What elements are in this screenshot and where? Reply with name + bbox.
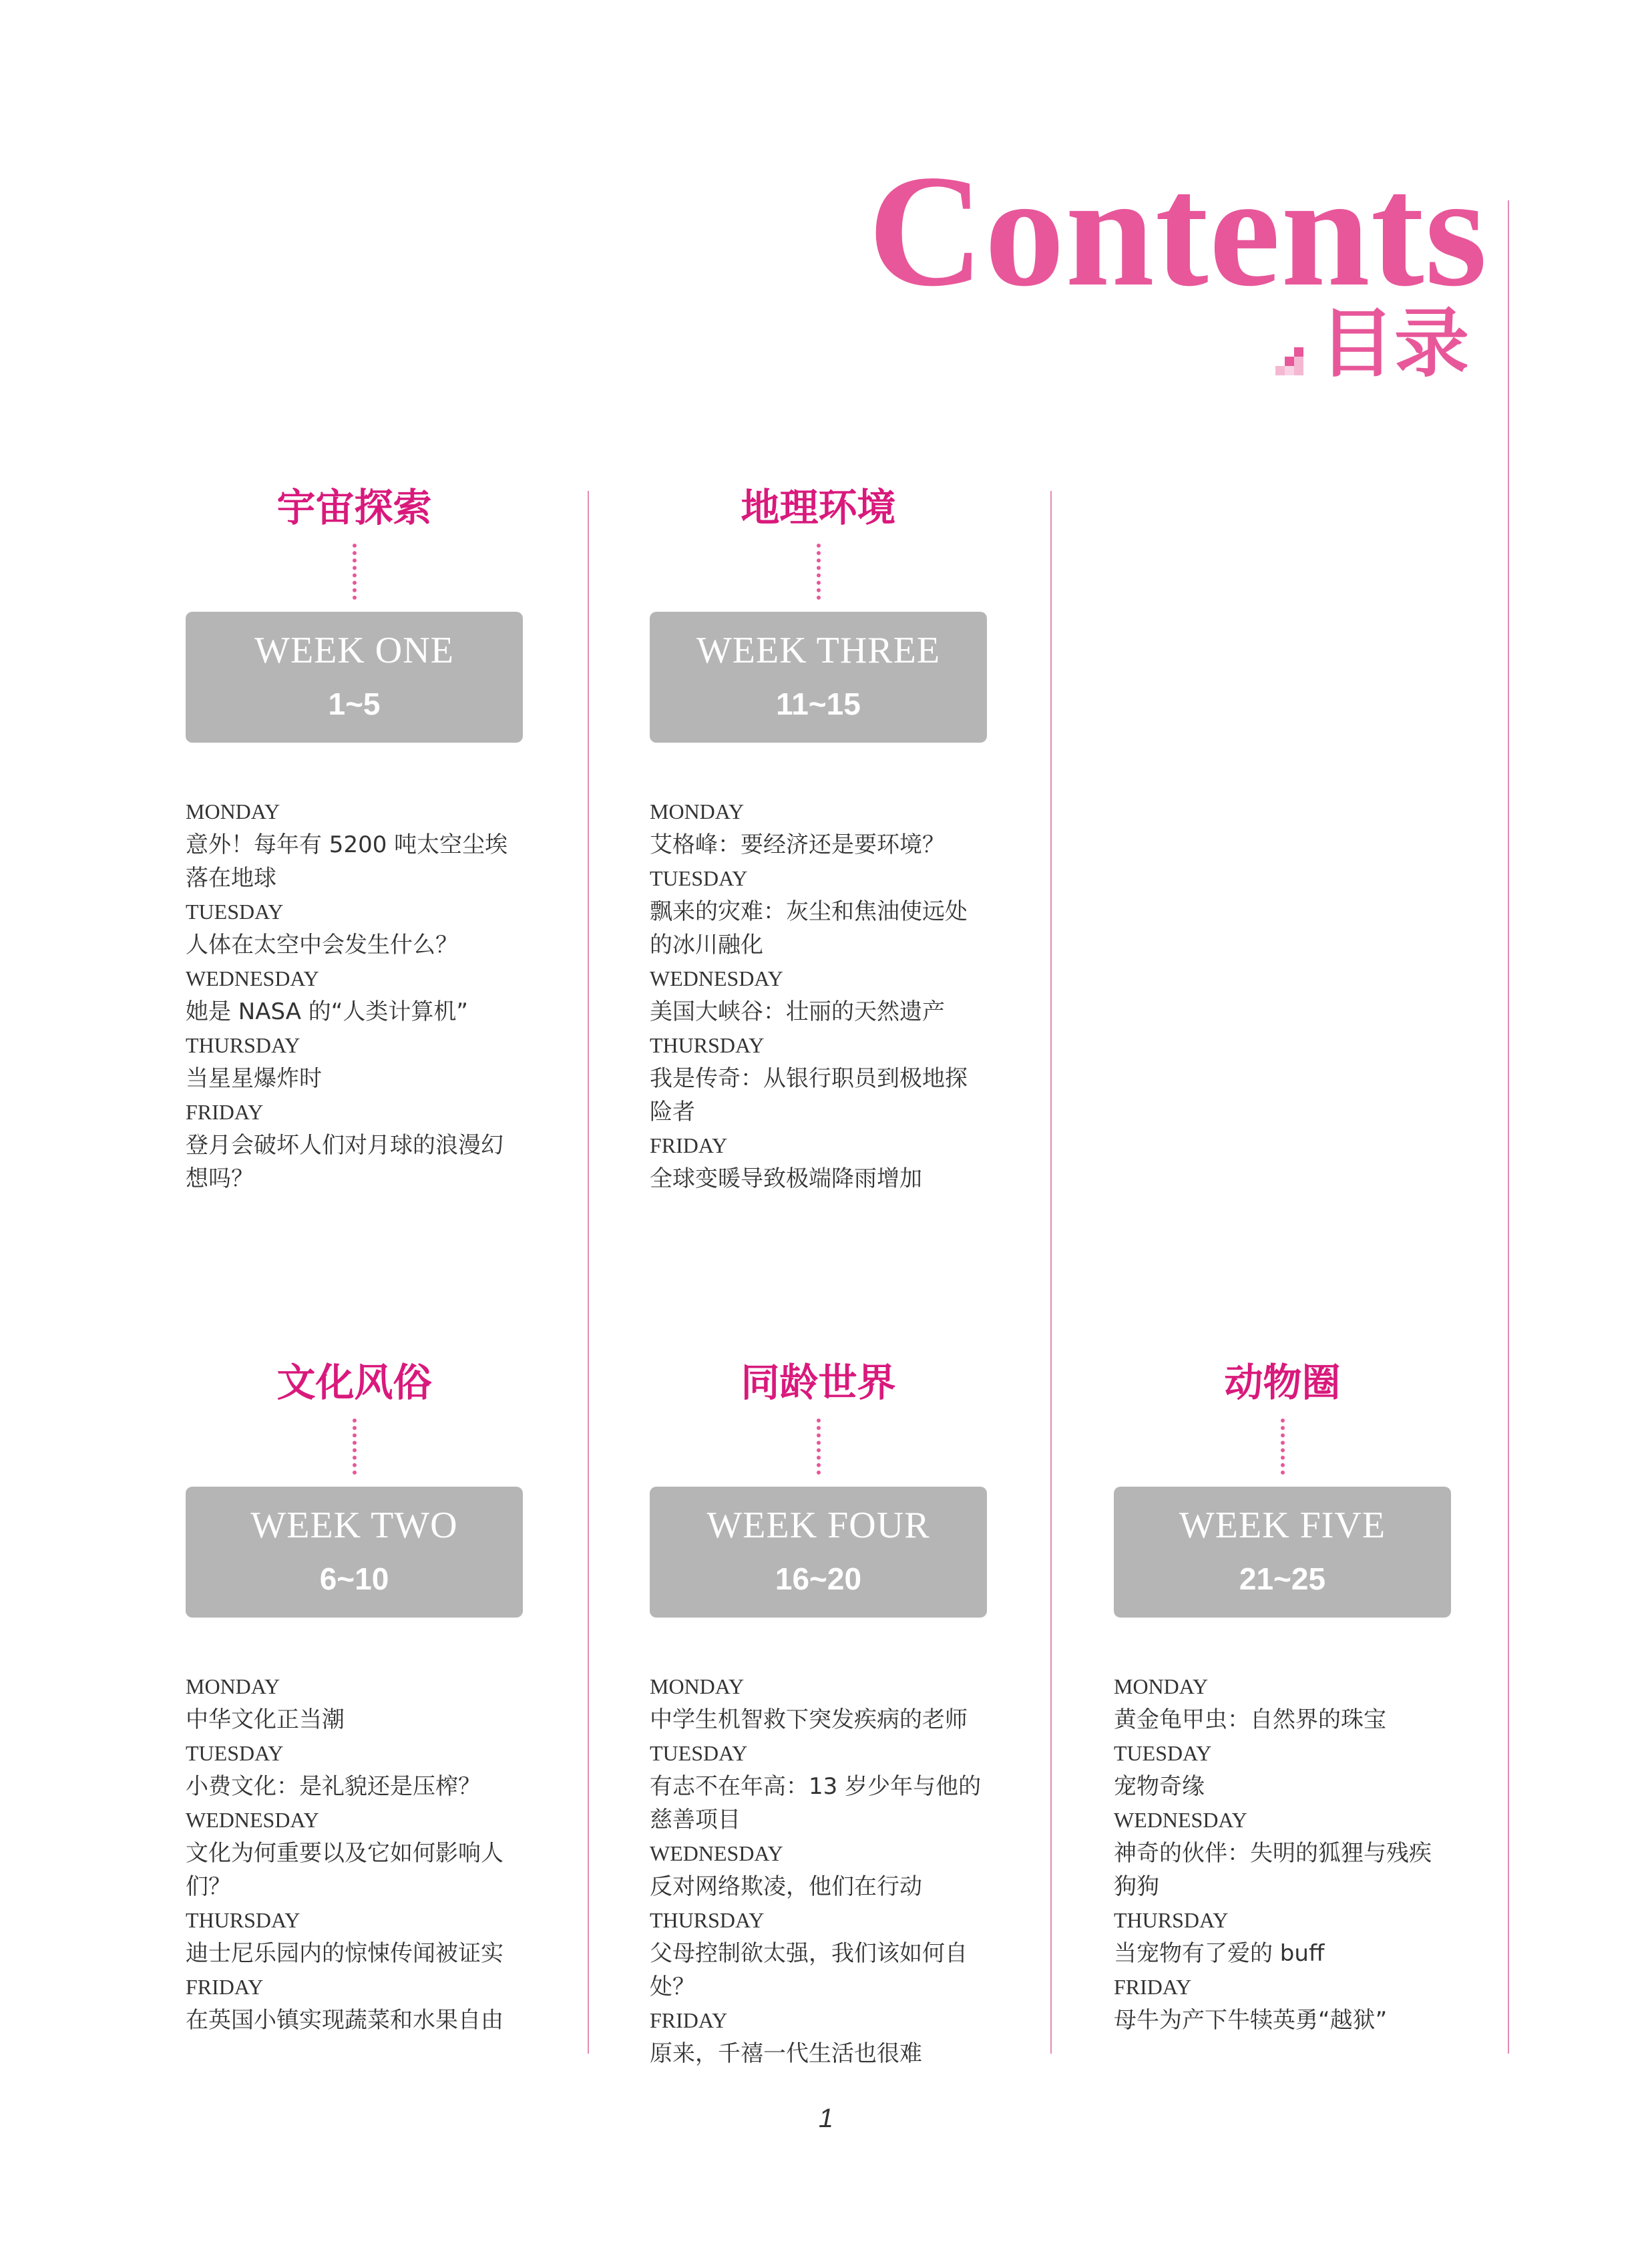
entry-title[interactable]: 全球变暖导致极端降雨增加 bbox=[650, 1165, 922, 1192]
week-badge bbox=[650, 1487, 987, 1618]
entry-title[interactable]: 迪士尼乐园内的惊悚传闻被证实 bbox=[186, 1940, 503, 1967]
week-label: WEEK FOUR bbox=[706, 1505, 930, 1546]
day-label: TUESDAY bbox=[650, 1741, 748, 1765]
day-label: MONDAY bbox=[650, 1674, 745, 1698]
week-label: WEEK ONE bbox=[254, 630, 454, 671]
entry-title[interactable]: 母牛为产下牛犊英勇“越狱” bbox=[1114, 2007, 1388, 2034]
day-label: MONDAY bbox=[186, 799, 280, 823]
dotted-connector bbox=[817, 544, 821, 600]
day-label: WEDNESDAY bbox=[186, 966, 319, 990]
right-margin-rule bbox=[1508, 200, 1509, 2054]
week-badge bbox=[650, 612, 987, 743]
week-badge bbox=[186, 1487, 523, 1618]
entry-list bbox=[186, 795, 523, 1195]
page-number: 1 bbox=[818, 2104, 834, 2133]
page-range: 1~5 bbox=[328, 687, 381, 721]
column-divider-2 bbox=[1050, 491, 1052, 2054]
dotted-connector bbox=[817, 1419, 821, 1475]
entry-title[interactable]: 小费文化：是礼貌还是压榨？ bbox=[186, 1773, 481, 1800]
page-range: 6~10 bbox=[319, 1561, 389, 1596]
week-five-section bbox=[1114, 1356, 1451, 2037]
dotted-connector bbox=[353, 1419, 357, 1475]
entry-title[interactable]: 文化为何重要以及它如何影响人们？ bbox=[186, 1840, 503, 1900]
page-range: 21~25 bbox=[1239, 1561, 1326, 1596]
day-label: WEDNESDAY bbox=[650, 966, 783, 990]
day-label: TUESDAY bbox=[186, 900, 284, 924]
entry-title[interactable]: 登月会破坏人们对月球的浪漫幻想吗？ bbox=[186, 1132, 503, 1192]
entry-title[interactable]: 当星星爆炸时 bbox=[186, 1065, 322, 1092]
entry-title[interactable]: 宠物奇缘 bbox=[1114, 1773, 1205, 1800]
week-badge bbox=[1114, 1487, 1451, 1618]
entry-title[interactable]: 黄金龟甲虫：自然界的珠宝 bbox=[1114, 1706, 1386, 1733]
entry-title[interactable]: 艾格峰：要经济还是要环境？ bbox=[650, 831, 945, 858]
entry-title[interactable]: 中华文化正当潮 bbox=[186, 1706, 345, 1733]
day-label: MONDAY bbox=[186, 1674, 280, 1698]
day-label: TUESDAY bbox=[1114, 1741, 1212, 1765]
day-label: THURSDAY bbox=[1114, 1908, 1229, 1932]
entry-title[interactable]: 当宠物有了爱的 buff bbox=[1114, 1940, 1325, 1967]
contents-title: Contents bbox=[868, 142, 1488, 319]
day-label: FRIDAY bbox=[186, 1975, 264, 1999]
day-label: THURSDAY bbox=[650, 1908, 765, 1932]
day-label: THURSDAY bbox=[186, 1033, 300, 1057]
page-range: 16~20 bbox=[775, 1561, 862, 1596]
page-range: 11~15 bbox=[776, 687, 861, 721]
entry-title[interactable]: 她是 NASA 的“人类计算机” bbox=[186, 998, 469, 1025]
entry-title[interactable]: 中学生机智救下突发疾病的老师 bbox=[650, 1706, 968, 1733]
column-divider-1 bbox=[588, 491, 589, 2054]
entry-title[interactable]: 反对网络欺凌，他们在行动 bbox=[650, 1873, 922, 1900]
category-title: 文化风俗 bbox=[276, 1360, 432, 1405]
week-three-section bbox=[650, 481, 987, 1195]
week-badge bbox=[186, 612, 523, 743]
day-label: FRIDAY bbox=[1114, 1975, 1192, 1999]
day-label: TUESDAY bbox=[186, 1741, 284, 1765]
day-label: THURSDAY bbox=[650, 1033, 765, 1057]
week-four-section bbox=[650, 1356, 987, 2070]
day-label: MONDAY bbox=[650, 799, 745, 823]
entry-title[interactable]: 美国大峡谷：壮丽的天然遗产 bbox=[650, 998, 945, 1025]
entry-title[interactable]: 有志不在年高：13 岁少年与他的慈善项目 bbox=[650, 1773, 982, 1833]
entry-list bbox=[186, 1670, 523, 2037]
dotted-connector bbox=[353, 544, 357, 600]
entry-title[interactable]: 神奇的伙伴：失明的狐狸与残疾狗狗 bbox=[1114, 1840, 1432, 1900]
category-title: 宇宙探索 bbox=[276, 485, 432, 530]
entry-list bbox=[650, 1670, 987, 2070]
day-label: FRIDAY bbox=[186, 1100, 264, 1124]
week-label: WEEK THREE bbox=[696, 630, 941, 671]
day-label: WEDNESDAY bbox=[1114, 1808, 1247, 1832]
category-title: 同龄世界 bbox=[741, 1360, 896, 1405]
day-label: WEDNESDAY bbox=[186, 1808, 319, 1832]
day-label: WEDNESDAY bbox=[650, 1841, 783, 1865]
week-two-section bbox=[186, 1356, 523, 2037]
week-label: WEEK TWO bbox=[250, 1505, 458, 1546]
week-label: WEEK FIVE bbox=[1179, 1505, 1386, 1546]
entry-title[interactable]: 我是传奇：从银行职员到极地探险者 bbox=[650, 1065, 968, 1125]
entry-title[interactable]: 意外！每年有 5200 吨太空尘埃落在地球 bbox=[186, 831, 508, 892]
contents-title-chinese: 目录 bbox=[1319, 300, 1469, 387]
day-label: FRIDAY bbox=[650, 1133, 728, 1157]
day-label: TUESDAY bbox=[650, 866, 748, 890]
day-label: THURSDAY bbox=[186, 1908, 300, 1932]
entry-title[interactable]: 人体在太空中会发生什么？ bbox=[186, 932, 458, 958]
entry-list bbox=[650, 795, 987, 1195]
category-title: 动物圈 bbox=[1224, 1360, 1341, 1405]
week-one-section bbox=[186, 481, 523, 1195]
entry-title[interactable]: 原来，千禧一代生活也很难 bbox=[650, 2040, 922, 2067]
dotted-connector bbox=[1281, 1419, 1285, 1475]
entry-title[interactable]: 飘来的灾难：灰尘和焦油使远处的冰川融化 bbox=[650, 898, 968, 958]
entry-title[interactable]: 在英国小镇实现蔬菜和水果自由 bbox=[186, 2007, 503, 2034]
day-label: FRIDAY bbox=[650, 2008, 728, 2032]
entry-title[interactable]: 父母控制欲太强，我们该如何自处？ bbox=[650, 1940, 968, 2000]
entry-list bbox=[1114, 1670, 1451, 2037]
day-label: MONDAY bbox=[1114, 1674, 1209, 1698]
category-title: 地理环境 bbox=[741, 485, 896, 530]
